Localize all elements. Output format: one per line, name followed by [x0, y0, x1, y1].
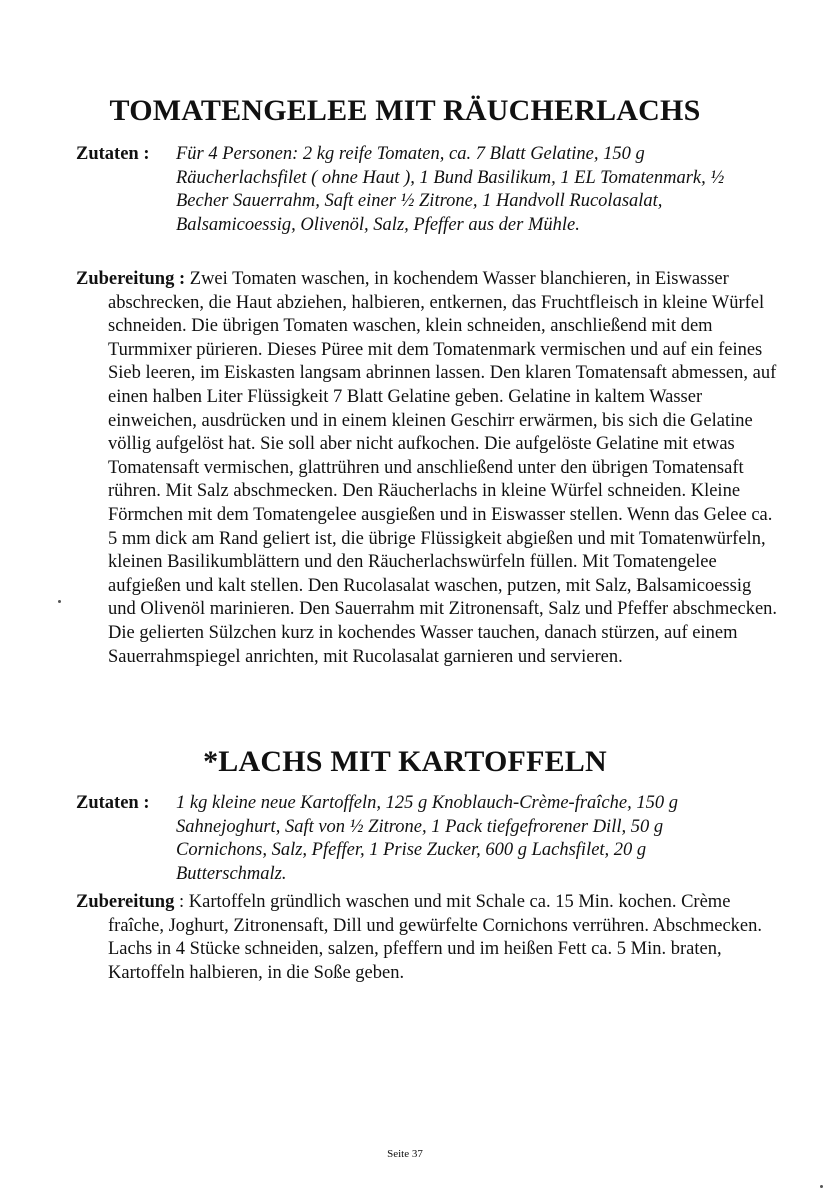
recipe1-preparation: [76, 268, 778, 669]
recipe2-preparation-label: Zubereitung: [76, 892, 179, 912]
recipe1-ingredients-text: Für 4 Personen: 2 kg reife Tomaten, ca. 7 Blatt Gelatine, 150 g Räucherlachsfilet ( ohne Haut ), 1 Bund Basilikum, 1 EL Tomatenmark, ½ Becher Sauerrahm, Saft einer ½ Zitrone, 1 Handvoll Rucolasalat, Balsamicoessig, Olivenöl, Salz, Pfeffer aus der Mühle.: [176, 144, 725, 235]
recipe1-ingredients-label: Zutaten :: [76, 144, 150, 164]
recipe2-preparation: [76, 891, 778, 985]
scan-speck: [820, 1185, 823, 1188]
page-number: Seite 37: [387, 1148, 423, 1160]
recipe1-preparation-text: Zwei Tomaten waschen, in kochendem Wasser blanchieren, in Eiswasser abschrecken, die Haut abziehen, halbieren, entkernen, das Fruchtfleisch in kleine Würfel schneiden. Die übrigen Tomaten waschen, klein schneiden, anschließend mit dem Turmmixer pürieren. Dieses Püree mit dem Tomatenmark vermischen und auf ein feines Sieb leeren, im Eiskasten langsam abrinnen lassen. Den klaren Tomatensaft abmessen, auf einen halben Liter Flüssigkeit 7 Blatt Gelatine geben. Gelatine in kaltem Wasser einweichen, ausdrücken und in einem kleinen Geschirr erwärmen, bis sich die Gelatine völlig aufgelöst hat. Sie soll aber nicht aufkochen. Die aufgelöste Gelatine mit etwas Tomatensaft vermischen, glattrühren und anschließend unter den übrigen Tomatensaft rühren. Mit Salz abschmecken. Den Räucherlachs in kleine Würfel schneiden. Kleine Förmchen mit dem Tomatengelee ausgießen und in Eiswasser stellen. Wenn das Gelee ca. 5 mm dick am Rand geliert ist, die übrige Flüssigkeit abgießen und mit Tomatenwürfeln, kleinen Basilikumblättern und den Räucherlachswürfeln füllen. Mit Tomatengelee aufgießen und kalt stellen. Den Rucolasalat waschen, putzen, mit Salz, Balsamicoessig und Olivenöl marinieren. Den Sauerrahm mit Zitronensaft, Salz und Pfeffer abschmecken. Die gelierten Sülzchen kurz in kochendes Wasser tauchen, danach stürzen, auf einem Sauerrahmspiegel anrichten, mit Rucolasalat garnieren und servieren.: [108, 269, 778, 667]
recipe1-preparation-label: Zubereitung :: [76, 269, 190, 289]
recipe2-title: *LACHS MIT KARTOFFELN: [203, 745, 607, 778]
scan-speck: [58, 600, 61, 603]
recipe2-ingredients-text: 1 kg kleine neue Kartoffeln, 125 g Knoblauch-Crème-fraîche, 150 g Sahnejoghurt, Saft von ½ Zitrone, 1 Pack tiefgefrorener Dill, 50 g Cornichons, Salz, Pfeffer, 1 Prise Zucker, 600 g Lachsfilet, 20 g Butterschmalz.: [176, 793, 678, 884]
recipe2-preparation-text: : Kartoffeln gründlich waschen und mit Schale ca. 15 Min. kochen. Crème fraîche, Joghurt, Zitronensaft, Dill und gewürfelte Cornichons verrühren. Abschmecken. Lachs in 4 Stücke schneiden, salzen, pfeffern und im heißen Fett ca. 5 Min. braten, Kartoffeln halbieren, in die Soße geben.: [108, 892, 762, 983]
recipe1-ingredients: [76, 143, 776, 237]
recipe2-ingredients-label: Zutaten :: [76, 793, 150, 813]
recipe2-ingredients: [76, 792, 776, 886]
recipe1-title: TOMATENGELEE MIT RÄUCHERLACHS: [109, 94, 701, 127]
